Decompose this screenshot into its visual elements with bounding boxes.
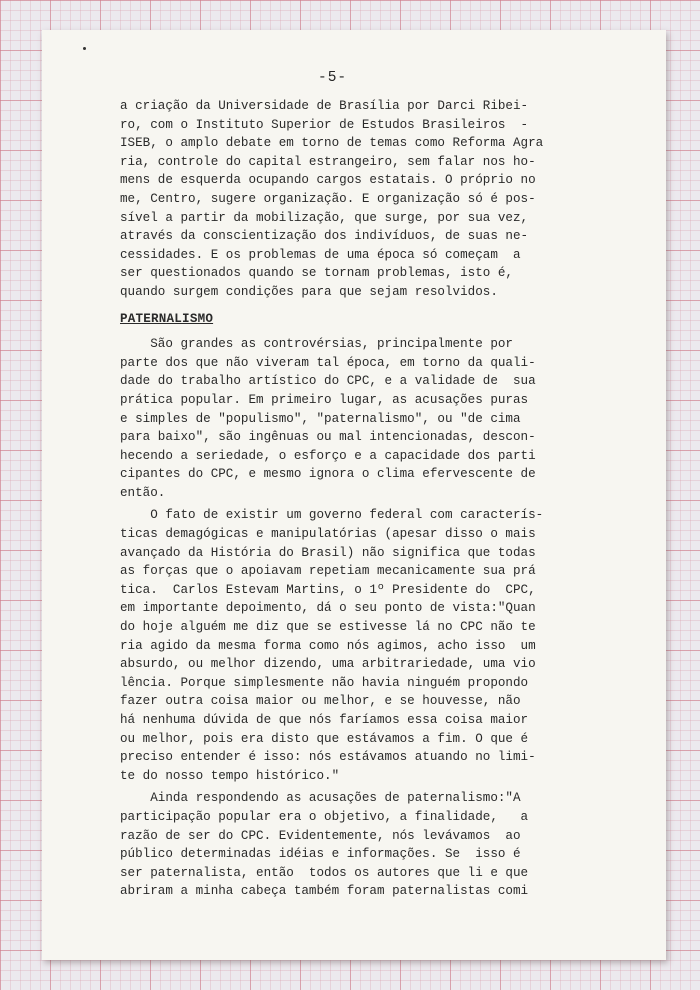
page-number: -5- <box>318 70 348 86</box>
text-line: para baixo", são ingênuas ou mal intencionadas, descon- <box>120 430 536 445</box>
text-line: cipantes do CPC, e mesmo ignora o clima efervescente de <box>120 467 536 482</box>
text-line: em importante depoimento, dá o seu ponto de vista:"Quan <box>120 601 536 616</box>
text-line: tica. Carlos Estevam Martins, o 1º Presidente do CPC, <box>120 582 536 597</box>
text-line: ou melhor, pois era disto que estávamos a fim. O que é <box>120 731 529 746</box>
text-line: prática popular. Em primeiro lugar, as acusações puras <box>120 392 529 407</box>
text-line: te do nosso tempo histórico." <box>120 768 340 783</box>
text-line: as forças que o apoiavam repetiam mecanicamente sua prá <box>120 564 536 579</box>
text-line: avançado da História do Brasil) não significa que todas <box>120 545 536 560</box>
text-line: ria, controle do capital estrangeiro, sem falar nos ho- <box>120 154 536 169</box>
text-line: então. <box>120 485 166 500</box>
text-line: me, Centro, sugere organização. E organização só é pos- <box>120 191 536 206</box>
paragraph-4 <box>120 789 540 901</box>
text-line: cessidades. E os problemas de uma época só começam a <box>120 247 521 262</box>
text-line: Ainda respondendo as acusações de paternalismo:"A <box>120 791 521 806</box>
text-line: ticas demagógicas e manipulatórias (apesar disso o mais <box>120 527 536 542</box>
text-line: ser paternalista, então todos os autores que li e que <box>120 865 529 880</box>
paragraph-3 <box>120 506 544 785</box>
text-line: ria agido da mesma forma como nós agimos, acho isso um <box>120 638 536 653</box>
text-line: dade do trabalho artístico do CPC, e a validade de sua <box>120 374 536 389</box>
text-line: há nenhuma dúvida de que nós faríamos essa coisa maior <box>120 713 529 727</box>
paragraph-2 <box>120 335 540 502</box>
text-line: fazer outra coisa maior ou melhor, e se houvesse, não <box>120 694 521 709</box>
text-line: sível a partir da mobilização, que surge, por sua vez, <box>120 210 529 225</box>
text-line: parte dos que não viveram tal época, em torno da quali- <box>120 355 536 370</box>
text-line: e simples de "populismo", "paternalismo", ou "de cima <box>120 411 521 426</box>
text-line: preciso entender é isso: nós estávamos atuando no limi- <box>120 750 536 765</box>
text-line: ser questionados quando se tornam problemas, isto é, <box>120 266 513 281</box>
text-line: ro, com o Instituto Superior de Estudos Brasileiros - <box>120 117 529 132</box>
ink-dot <box>83 47 86 50</box>
paragraph-1 <box>120 97 544 302</box>
text-line: abriram a minha cabeça também foram paternalistas comi <box>120 884 529 899</box>
text-line: lência. Porque simplesmente não havia ninguém propondo <box>120 675 529 690</box>
text-line: O fato de existir um governo federal com caracterís- <box>120 508 544 523</box>
text-line: a criação da Universidade de Brasília por Darci Ribei- <box>120 99 529 113</box>
text-line: do hoje alguém me diz que se estivesse lá no CPC não te <box>120 620 536 635</box>
text-line: absurdo, ou melhor dizendo, uma arbitrariedade, uma vio <box>120 657 536 672</box>
text-line: quando surgem condições para que sejam resolvidos. <box>120 284 498 299</box>
document-body <box>120 97 544 901</box>
text-line: através da conscientização dos indivíduos, de suas ne- <box>120 229 529 244</box>
text-line: razão de ser do CPC. Evidentemente, nós levávamos ao <box>120 828 521 843</box>
text-line: participação popular era o objetivo, a finalidade, a <box>120 809 529 824</box>
section-heading: PATERNALISMO <box>120 311 214 326</box>
text-line: hecendo a seriedade, o esforço e a capacidade dos parti <box>120 448 536 463</box>
text-line: ISEB, o amplo debate em torno de temas como Reforma Agra <box>120 136 544 151</box>
text-line: São grandes as controvérsias, principalmente por <box>120 337 513 352</box>
text-line: mens de esquerda ocupando cargos estatais. O próprio no <box>120 173 536 188</box>
text-line: público determinadas idéias e informações. Se isso é <box>120 847 521 862</box>
